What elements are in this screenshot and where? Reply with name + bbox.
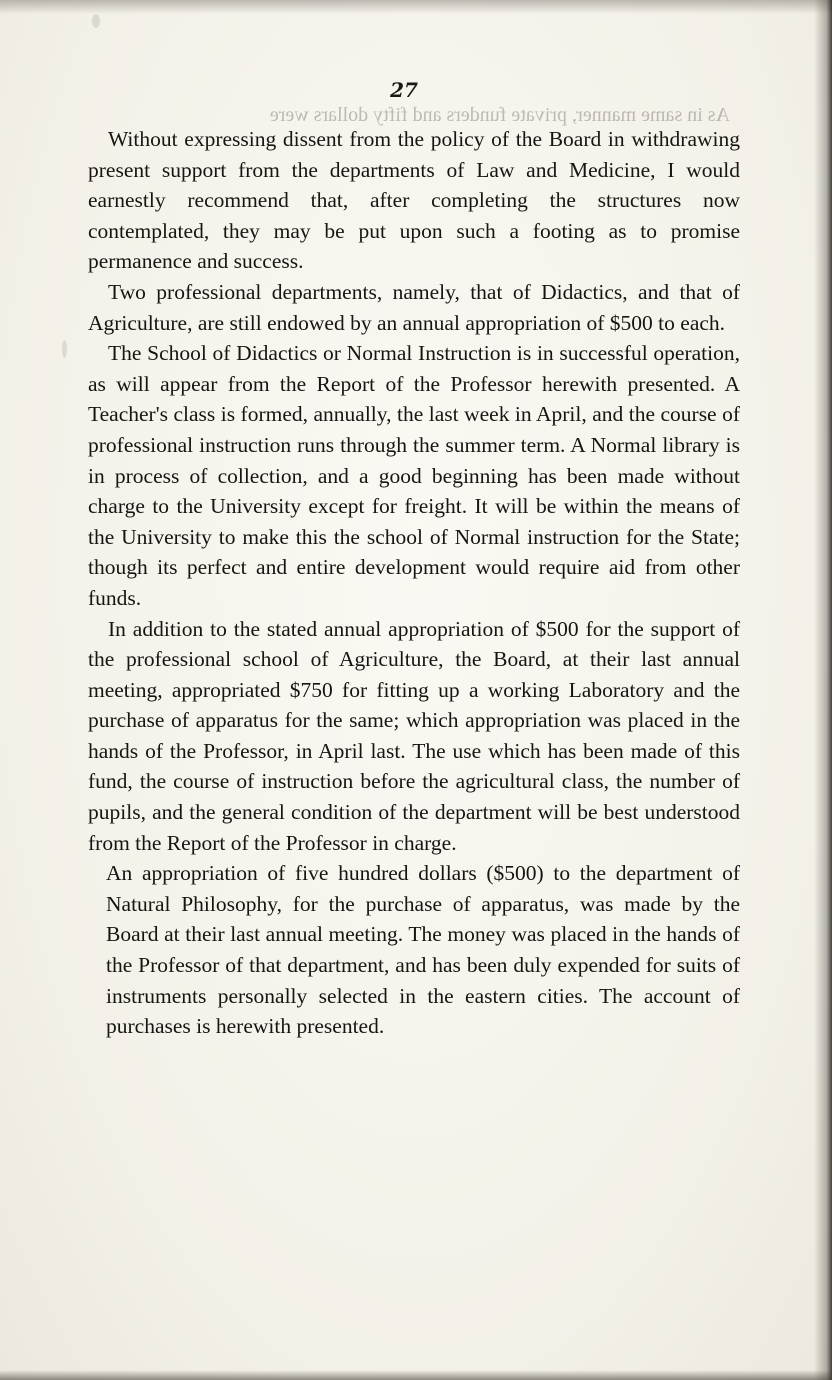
paragraph: The School of Didactics or Normal Instruction is in successful operation, as will appear from the Report of the Professor herewith presented. A Teacher's class is formed, annually, the last week in April, and the course of professional instruction runs through the summer term. A Normal library is in process of collection, and a good beginning has been made without charge to the University except for freight. It will be within the means of the University to make this the school of Normal instruction for the State; though its perfect and entire development would require aid from other funds. [88, 341, 740, 610]
paragraph: Two professional departments, namely, that of Didactics, and that of Agriculture, are still endowed by an annual appropriation of $500 to each. [88, 279, 740, 335]
page-bottom-edge [0, 1370, 832, 1380]
body-text [88, 124, 740, 1042]
page-number: 27 [390, 78, 418, 102]
paragraph: In addition to the stated annual appropriation of $500 for the support of the professional school of Agriculture, the Board, at their last annual meeting, appropriated $750 for fitting up a working Laboratory and the purchase of apparatus for the same; which appropriation was placed in the hands of the Professor, in April last. The use which has been made of this fund, the course of instruction before the agricultural class, the number of pupils, and the general condition of the department will be best understood from the Report of the Professor in charge. [88, 616, 740, 855]
bleed-through-text: As in same manner, private funders and fifty dollars were [269, 104, 730, 126]
binding-shadow [814, 0, 832, 1380]
paragraph: An appropriation of five hundred dollars ($500) to the department of Natural Philosophy, for the purchase of apparatus, was made by the Board at their last annual meeting. The money was placed in the hands of the Professor of that department, and has been duly expended for suits of instruments personally selected in the eastern cities. The account of purchases is herewith presented. [106, 861, 740, 1039]
ink-smudge [92, 14, 100, 28]
ink-smudge [62, 340, 67, 358]
page-top-edge [0, 0, 832, 14]
paragraph: Without expressing dissent from the policy of the Board in withdrawing present support from the departments of Law and Medicine, I would earnestly recommend that, after completing the structures now contemplated, they may be put upon such a footing as to promise permanence and success. [88, 127, 740, 274]
